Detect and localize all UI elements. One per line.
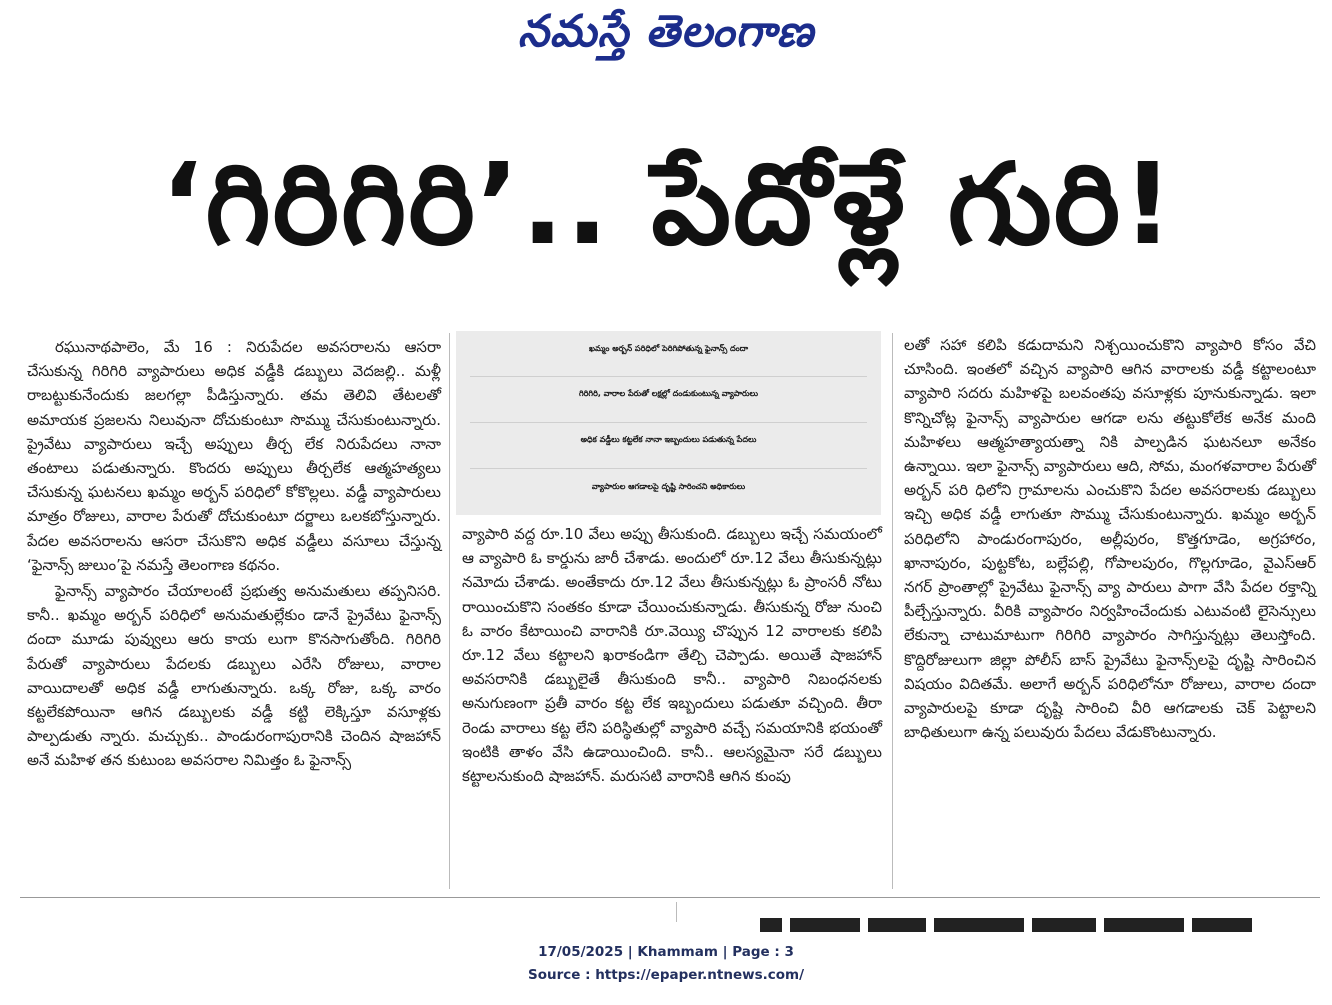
column-divider xyxy=(892,333,893,889)
subheading: అధిక వడ్డీలు కట్టలేక నానా ఇబ్బందులు పడుతున్న పేదలు xyxy=(580,435,757,444)
next-story-cutoff xyxy=(760,912,1320,932)
article-paragraph: లతో సహా కలిపి కడుదామని నిశ్చయించుకొని వ్యాపారి కోసం వేచి చూసింది. ఇంతలో వచ్చిన వ్యాపారి ఆగిన వారాలకు వడ్డీ కట్టాలంటూ వ్యాపారి సదరు మహిళపై బలవంతపు వసూళ్లకు పూనుకున్నాడు. ఇలా కొన్నిచోట్ల ఫైనాన్స్ వ్యాపారుల ఆగడా లను తట్టుకోలేక అనేక మంది మహిళలు ఆత్మహత్యాయత్నా నికి పాల్పడిన ఘటనలూ అనేకం ఉన్నాయి. ఇలా ఫైనాన్స్ వ్యాపారులు ఆది, సోమ, మంగళవారాల పేరుతో అర్బన్ పరి ధిలోని గ్రామాలను ఎంచుకొని పేదల అవసరాలకు డబ్బులు ఇచ్చి అధిక వడ్డీ లాగుతూ సొమ్ము చేసుకుంటున్నారు. ఖమ్మం అర్బన్ పరిధిలోని పాండురంగాపురం, అల్లీపురం, కొత్తగూడెం, అగ్రహారం, ఖానాపురం, పుట్టకోట, బల్లేపల్లి, గోపాలపురం, గొల్లగూడెం, వైఎస్ఆర్ నగర్ ప్రాంతాల్లో ప్రైవేటు ఫైనాన్స్ వ్యా పారులు పాగా వేసి పేదల రక్తాన్ని పీల్చేస్తున్నారు. వీరికి వ్యాపారం నిర్వహించేందుకు ఎటువంటి లైసెన్సులు లేకున్నా చాటుమాటుగా గిరిగిరి వ్యాపారం సాగిస్తున్నట్లు తెలుస్తోంది. కొద్దిరోజులుగా జిల్లా పోలీస్ బాస్ ప్రైవేటు ఫైనాన్స్‌లపై దృష్టి సారించిన విషయం విదితమే. అలాగే అర్బన్ పరిధిలోనూ రోజులు, వారాల దందా వ్యాపారులపై కూడా దృష్టి సారించి వీరి ఆగడాలకు చెక్ పెట్టాలని బాధితులుగా ఉన్న పలువురు పేదలు వేడుకొంటున్నారు. xyxy=(904,336,1317,742)
article-column-2 xyxy=(462,522,882,788)
box-divider xyxy=(470,468,867,469)
box-divider xyxy=(470,422,867,423)
article-paragraph: వ్యాపారి వద్ద రూ.10 వేలు అప్పు తీసుకుంది. డబ్బులు ఇచ్చే సమయంలో ఆ వ్యాపారి ఓ కార్డును జారీ చేశాడు. అందులో రూ.12 వేలు తీసుకున్నట్లు నమోదు చేశాడు. అంతేకాదు రూ.12 వేలు తీసుకున్నట్లు ఓ ప్రాంసరీ నోటు రాయించుకొని సంతకం కూడా చేయించుకున్నాడు. తీసుకున్న రోజు నుంచి ఓ వారం కేటాయించి వారానికి రూ.వెయ్యి చొప్పున 12 వారాలకు కలిపి రూ.12 వేలు కట్టాలని ఖరాకండిగా తేల్చి చెప్పాడు. అయితే షాజహాన్ అవసరానికి డబ్బులైతే తీసుకుంది కానీ.. వ్యాపారి నిబంధనలకు అనుగుణంగా ప్రతీ వారం కట్ట లేక ఇబ్బందులు పడుతూ వచ్చింది. తీరా రెండు వారాలు కట్ట లేని పరిస్థితుల్లో వ్యాపారి వచ్చే సమయానికి భయంతో ఇంటికి తాళం వేసి ఉడాయించింది. కానీ.. ఆలస్యమైనా సరే డబ్బులు కట్టాలనుకుంది షాజహాన్. మరుసటి వారానికి ఆగిన కుంపు xyxy=(462,525,882,786)
footer-date-edition: 17/05/2025 | Khammam | Page : 3 xyxy=(538,944,794,960)
subheading: వ్యాపారుల ఆగడాలపై దృష్టి సారించని అధికారులు xyxy=(591,482,746,491)
page-bottom-rule xyxy=(20,897,1320,898)
subheading: ఖమ్మం అర్బన్ పరిధిలో పెరిగిపోతున్న ఫైనాన్స్ దందా xyxy=(588,344,749,353)
footer-source-link[interactable]: Source : https://epaper.ntnews.com/ xyxy=(527,967,805,983)
article-paragraph: రఘునాథపాలెం, మే 16 : నిరుపేదల అవసరాలను ఆసరా చేసుకున్న గిరిగిరి వ్యాపారులు అధిక వడ్డీకి డబ్బులు వెదజల్లి.. మళ్లీ రాబట్టుకునేందుకు జలగల్లా పీడిస్తున్నారు. తమ తెలివి తేటలతో అమాయక ప్రజలను నిలువునా దోచుకుంటూ సొమ్ము చేసుకుంటున్నారు. ప్రైవేటు వ్యాపారులు ఇచ్చే అప్పులు తీర్చ లేక నిరుపేదలు నానా తంటాలు పడుతున్నారు. కొందరు అప్పులు తీర్చలేక ఆత్మహత్యలు చేసుకున్న ఘటనలు ఖమ్మం అర్బన్ పరిధిలో కోకొల్లలు. వడ్డీ వ్యాపారులు మాత్రం రోజులు, వారాల పేరుతో దోచుకుంటూ దర్జాలు ఒలకబోస్తున్నారు. పేదల అవసరాలను ఆసరా చేసుకొని అధిక వడ్డీలు వసూలు చేస్తున్న ‘ఫైనాన్స్ జులుం’పై నమస్తే తెలంగాణ కథనం. xyxy=(27,338,441,574)
headline: ‘గిరిగిరి’.. పేదోళ్లే గురి! xyxy=(160,140,1176,270)
subheading: గిరిగిరి, వారాల పేరుతో లక్షల్లో దండుకుంటున్న వ్యాపారులు xyxy=(579,389,758,398)
column-divider xyxy=(676,902,677,922)
article-paragraph: ఫైనాన్స్ వ్యాపారం చేయాలంటే ప్రభుత్వ అనుమతులు తప్పనిసరి. కానీ.. ఖమ్మం అర్బన్ పరిధిలో అనుమతుల్లేకుం డానే ప్రైవేటు ఫైనాన్స్ దందా మూడు పువ్వులు ఆరు కాయ లుగా కొనసాగుతోంది. గిరిగిరి పేరుతో వ్యాపారులు పేదలకు డబ్బులు ఎరేసి రోజులు, వారాల వాయిదాలతో అధిక వడ్డీ లాగుతున్నారు. ఒక్క రోజు, ఒక్క వారం కట్టలేకపోయినా ఆగిన డబ్బులకు వడ్డీ కట్టి లెక్కిస్తూ వసూళ్లకు పాల్పడుతు న్నారు. మచ్చుకు.. పాండురంగాపురానికి చెందిన షాజహాన్ అనే మహిళ తన కుటుంబ అవసరాల నిమిత్తం ఓ ఫైనాన్స్ xyxy=(27,582,441,770)
box-divider xyxy=(470,376,867,377)
article-column-3 xyxy=(904,333,1316,744)
subheadings-box xyxy=(456,331,881,515)
column-divider xyxy=(449,333,450,889)
article-column-1 xyxy=(27,333,441,773)
masthead-logo: నమస్తే తెలంగాణ xyxy=(517,6,815,57)
